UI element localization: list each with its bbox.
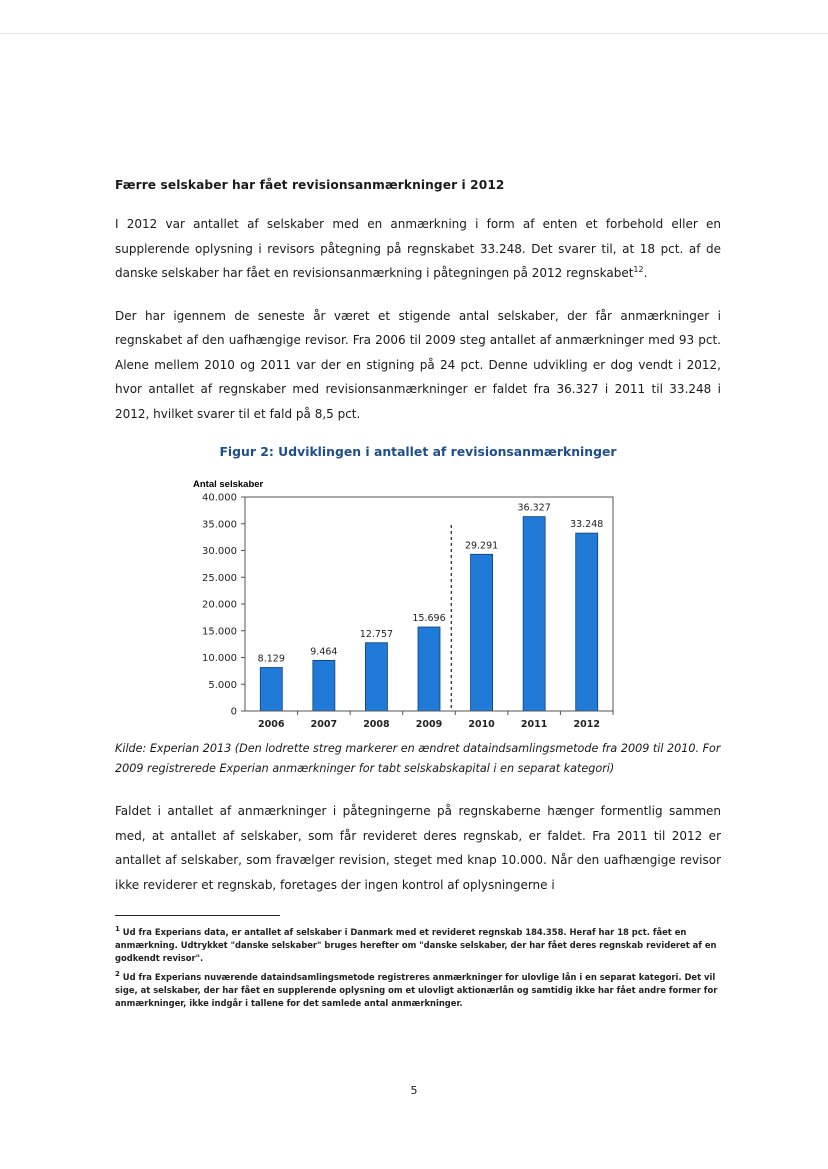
y-tick-label: 30.000 [202,546,237,557]
x-tick-label-2010: 2010 [468,719,495,730]
section-heading: Færre selskaber har fået revisionsanmærkninger i 2012 [115,178,505,192]
paragraph-3: Faldet i antallet af anmærkninger i påtegningerne på regnskaberne hænger formentlig sammen med, at antallet af selskaber, som får revideret deres regnskab, er faldet. Fra 2011 til 2012 er antallet af selskaber, som fravælger revision, steget med knap 10.000. Når den uafhængige revisor ikke reviderer et regnskab, foretages der ingen kontrol af oplysningerne i [115,804,721,892]
x-tick-label-2012: 2012 [573,719,600,730]
y-tick-label: 35.000 [202,519,237,531]
y-tick-label: 0 [230,706,237,718]
bar-2006 [260,668,282,711]
footnote-1 [115,926,721,965]
footnote-ref[interactable]: 12 [633,265,644,274]
footnote-1-text: Ud fra Experians data, er antallet af selskaber i Danmark med et revideret regnskab 184.358. Heraf har 18 pct. fået en anmærkning. Udtrykket "danske selskaber" bruges herefter om "danske selskaber, der har fået deres regnskab revideret af en godkendt revisor". [115,927,717,963]
value-label-2007: 9.464 [310,646,338,658]
value-label-2008: 12.757 [359,628,394,640]
footnote-2-marker: 2 [115,970,120,979]
x-tick-label-2008: 2008 [363,719,390,730]
footnote-2-text: Ud fra Experians nuværende dataindsamlingsmetode registreres anmærkninger for ulovlige lån i en separat kategori. Det vil sige, at selskaber, der har fået en supplerende oplysning om et ulovligt aktionærlån og samtidig ikke har fået andre former for anmærkninger, ikke indgår i tallene for det samlede antal anmærkninger. [115,972,718,1008]
value-label-2010: 29.291 [464,540,499,552]
paragraph-1-end: . [643,266,648,280]
y-tick-label: 20.000 [202,599,237,611]
x-tick-label-2011: 2011 [520,719,548,730]
x-tick-label-2007: 2007 [310,719,338,730]
y-tick-label: 5.000 [208,679,237,691]
bar-chart [115,465,721,735]
footnote-divider [115,915,280,916]
y-tick-label: 25.000 [202,572,237,584]
document-page [115,178,721,1016]
footnote-1-marker: 1 [115,925,120,934]
value-label-2006: 8.129 [257,653,285,665]
bar-2009 [418,627,440,711]
value-label-2012: 33.248 [570,519,604,531]
top-rule [0,33,828,34]
y-tick-label: 15.000 [202,626,237,638]
bar-2007 [313,660,335,711]
footnote-2 [115,971,721,1010]
figure-title: Figur 2: Udviklingen i antallet af revisionsanmærkninger [219,444,617,459]
value-label-2009: 15.696 [412,613,446,625]
bar-2008 [365,643,387,711]
figure-source: Kilde: Experian 2013 (Den lodrette streg markerer en ændret dataindsamlingsmetode fra 2009 til 2010. For 2009 registrerede Experian anmærkninger for tabt selskabskapital i en separat kategori) [115,742,721,775]
paragraph-2: Der har igennem de seneste år været et stigende antal selskaber, der får anmærkninger i regnskabet af den uafhængige revisor. Fra 2006 til 2009 steg antallet af anmærkninger med 93 pct. Alene mellem 2010 og 2011 var der en stigning på 24 pct. Denne udvikling er dog vendt i 2012, hvor antallet af regnskaber med revisionsanmærkninger er faldet fra 36.327 i 2011 til 33.248 i 2012, hvilket svarer til et fald på 8,5 pct. [115,308,721,421]
y-tick-label: 40.000 [202,492,237,504]
y-tick-label: 10.000 [202,653,237,664]
paragraph-1 [115,212,721,286]
paragraph-1-text: I 2012 var antallet af selskaber med en anmærkning i form af enten et forbehold eller en supplerende oplysning i revisors påtegning på regnskabet 33.248. Det svarer til, at 18 pct. af de danske selskaber har fået en revisionsanmærkning i påtegningen på 2012 regnskabet [115,217,721,280]
value-label-2011: 36.327 [517,502,551,514]
chart-svg [115,465,721,735]
page-number: 5 [410,1084,418,1097]
x-tick-label-2006: 2006 [258,719,285,730]
bar-2011 [523,517,545,711]
x-tick-label-2009: 2009 [415,719,443,730]
bar-2010 [471,554,493,711]
y-axis-label: Antal selskaber [193,479,264,490]
bar-2012 [576,533,598,711]
